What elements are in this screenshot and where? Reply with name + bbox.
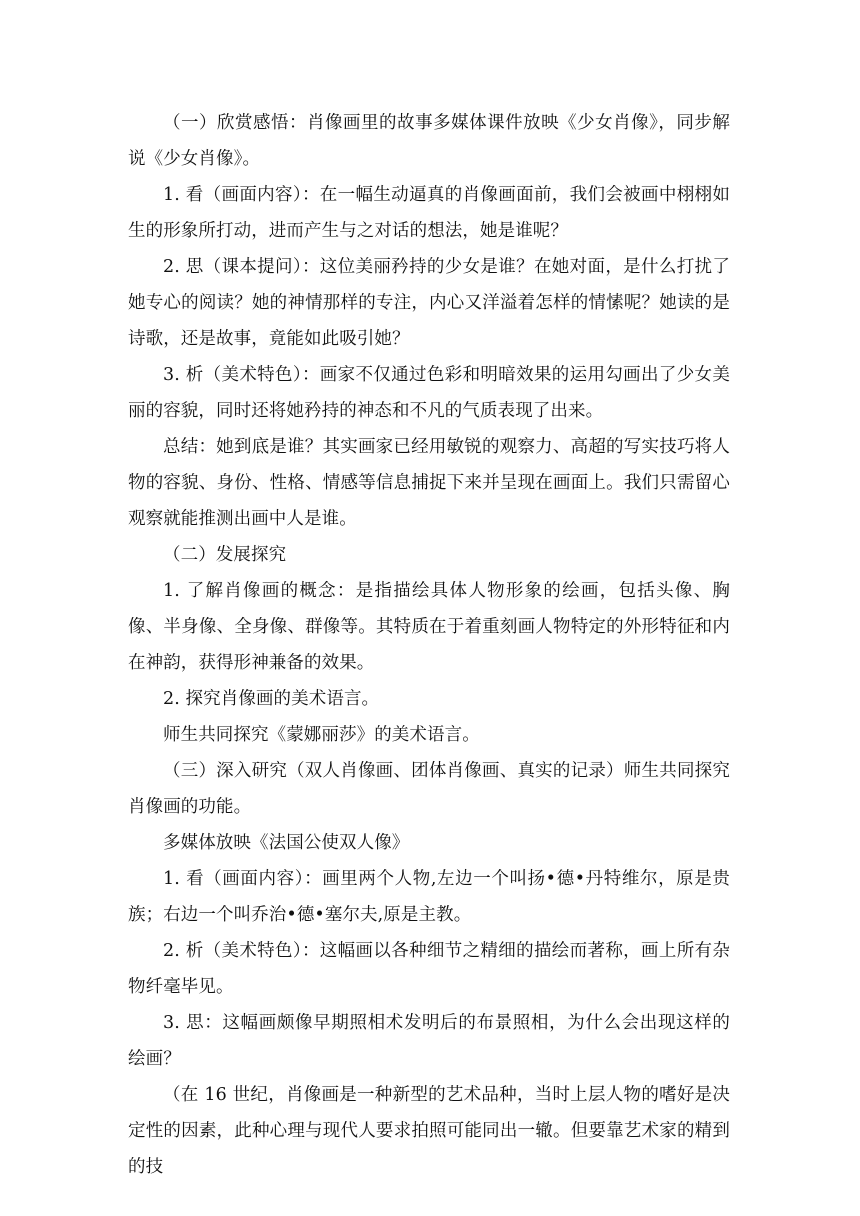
paragraph-ambassadors-think: 3. 思：这幅画颇像早期照相术发明后的布景照相，为什么会出现这样的绘画？ — [128, 1013, 730, 1069]
paragraph-portrait-concept: 1. 了解肖像画的概念：是指描绘具体人物形象的绘画，包括头像、胸像、半身像、全身像、群像等。其特质在于着重刻画人物特定的外形特征和内在神韵，获得形神兼备的效果。 — [128, 581, 730, 673]
paragraph-mona-lisa: 师生共同探究《蒙娜丽莎》的美术语言。 — [163, 725, 480, 745]
paragraph-analyze-features: 3. 析（美术特色）：画家不仅通过色彩和明暗效果的运用勾画出了少女美丽的容貌，同时还将她矜持的神态和不凡的气质表现了出来。 — [128, 365, 730, 421]
paragraph-think-question: 2. 思（课本提问）：这位美丽矜持的少女是谁？在她对面，是什么打扰了她专心的阅读？她的神情那样的专注，内心又洋溢着怎样的情愫呢？她读的是诗歌，还是故事，竟能如此吸引她？ — [128, 257, 730, 349]
paragraph-section-2-heading: （二）发展探究 — [163, 545, 287, 565]
paragraph-section-3-heading: （三）深入研究（双人肖像画、团体肖像画、真实的记录）师生共同探究肖像画的功能。 — [128, 761, 730, 817]
paragraph-summary: 总结：她到底是谁？其实画家已经用敏锐的观察力、高超的写实技巧将人物的容貌、身份、性格、情感等信息捕捉下来并呈现在画面上。我们只需留心观察就能推测出画中人是谁。 — [128, 437, 730, 529]
paragraph-explore-language: 2. 探究肖像画的美术语言。 — [163, 689, 380, 709]
document-body — [128, 105, 730, 1185]
paragraph-ambassadors-look: 1. 看（画面内容）：画里两个人物,左边一个叫扬•德•丹特维尔，原是贵族；右边一个叫乔治•德•塞尔夫,原是主教。 — [128, 869, 730, 925]
paragraph-multimedia-ambassadors: 多媒体放映《法国公使双人像》 — [163, 833, 410, 853]
paragraph-16th-century: （在 16 世纪，肖像画是一种新型的艺术品种，当时上层人物的嗜好是决定性的因素，此种心理与现代人要求拍照可能同出一辙。但要靠艺术家的精到的技 — [128, 1085, 730, 1177]
paragraph-look-content: 1. 看（画面内容）：在一幅生动逼真的肖像画面前，我们会被画中栩栩如生的形象所打动，进而产生与之对话的想法，她是谁呢？ — [128, 185, 730, 241]
paragraph-ambassadors-analyze: 2. 析（美术特色）：这幅画以各种细节之精细的描绘而著称，画上所有杂物纤毫毕见。 — [128, 941, 730, 997]
paragraph-section-1-heading: （一）欣赏感悟：肖像画里的故事多媒体课件放映《少女肖像》，同步解说《少女肖像》。 — [128, 113, 730, 169]
